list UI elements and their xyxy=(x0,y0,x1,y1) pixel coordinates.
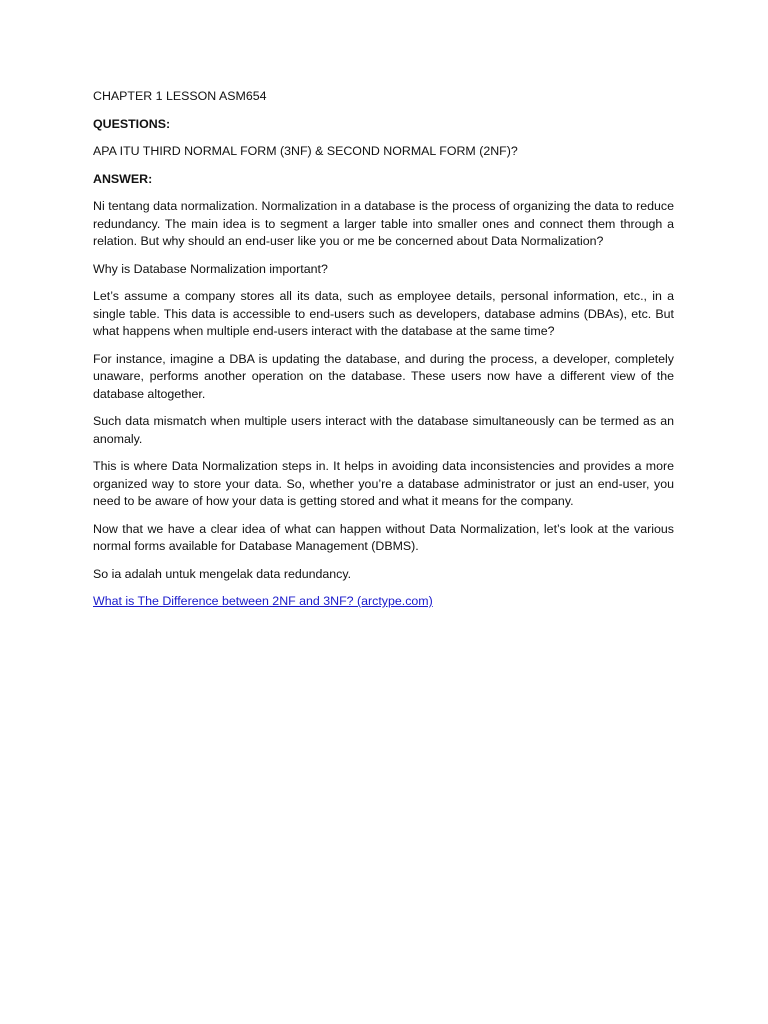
document-page xyxy=(93,88,674,621)
questions-label: QUESTIONS: xyxy=(93,116,171,131)
paragraph-why-important: Why is Database Normalization important? xyxy=(93,261,328,276)
paragraph-dba-example: For instance, imagine a DBA is updating the database, and during the process, a developer, completely unaware, performs another operation on the database. These users now have a different view of the database altogether. xyxy=(93,351,674,401)
paragraph-normalization-steps-in: This is where Data Normalization steps in. It helps in avoiding data inconsistencies and provides a more organized way to store your data. So, whether you’re a database administrator or just an end-user, you need to be aware of how your data is getting stored and what it means for the company. xyxy=(93,459,674,508)
paragraph-summary: So ia adalah untuk mengelak data redundancy. xyxy=(93,566,352,581)
paragraph-anomaly: Such data mismatch when multiple users interact with the database simultaneously can be termed as an anomaly. xyxy=(93,414,674,446)
answer-label: ANSWER: xyxy=(93,171,153,186)
paragraph-normal-forms: Now that we have a clear idea of what can happen without Data Normalization, let’s look at the various normal forms available for Database Management (DBMS). xyxy=(93,521,674,553)
paragraph-company-example: Let’s assume a company stores all its data, such as employee details, personal information, etc., in a single table. This data is accessible to end-users such as developers, database admins (DBAs), etc. But what happens when multiple end-users interact with the database at the same time? xyxy=(93,289,674,338)
chapter-header: CHAPTER 1 LESSON ASM654 xyxy=(93,89,267,103)
reference-link[interactable]: What is The Difference between 2NF and 3NF? (arctype.com) xyxy=(93,594,433,608)
paragraph-intro: Ni tentang data normalization. Normalization in a database is the process of organizing the data to reduce redundancy. The main idea is to segment a larger table into smaller ones and connect them through a relation. But why should an end-user like you or me be concerned about Data Normalization? xyxy=(93,199,674,248)
reference-link-line xyxy=(93,593,674,611)
question-text: APA ITU THIRD NORMAL FORM (3NF) & SECOND NORMAL FORM (2NF)? xyxy=(93,144,518,158)
